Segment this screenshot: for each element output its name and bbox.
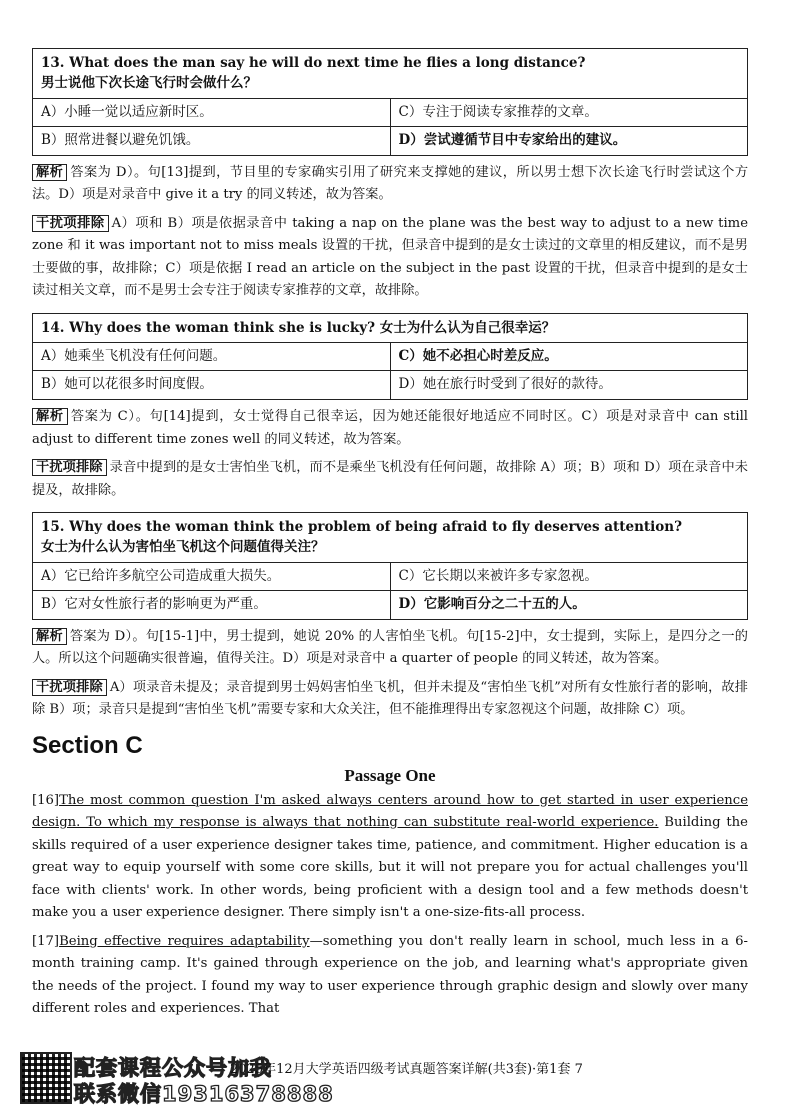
- analysis-15: [32, 626, 748, 671]
- question-13-header: [33, 49, 748, 99]
- question-13-en: 13. What does the man say he will do next time he flies a long distance?: [41, 55, 586, 71]
- passage-title: Passage One: [344, 765, 436, 785]
- option-13-b: B）照常进餐以避免饥饿。: [33, 127, 391, 156]
- watermark-line-2: 联系微信19316378888: [74, 1082, 334, 1106]
- passage-paragraph-2: [32, 931, 748, 1021]
- sentence-marker-16: [16]: [32, 792, 60, 808]
- option-15-c: C）它长期以来被许多专家忽视。: [390, 562, 748, 591]
- distractor-15: [32, 677, 748, 722]
- distractor-tag: 干扰项排除: [32, 679, 107, 696]
- distractor-14-text: 录音中提到的是女士害怕坐飞机，而不是乘坐飞机没有任何问题，故排除 A）项；B）项和 D）项在录音中未提及，故排除。: [32, 460, 748, 498]
- distractor-14: [32, 457, 748, 502]
- analysis-15-text: 答案为 D）。句[15-1]中，男士提到，她说 20% 的人害怕坐飞机。句[15-2]中，女士提到，实际上，是四分之一的人。所以这个问题确实很普遍，值得关注。D）项是对录音中 a quarter of people 的同义转述，故为答案。: [32, 628, 748, 667]
- analysis-tag: 解析: [32, 164, 67, 181]
- underlined-sentence-17: Being effective requires adaptability: [59, 933, 310, 949]
- paragraph-2-rest: —something you don't really learn in school, much less in a 6-month training camp. It's gained through experience on the job, and learning what's appropriate given the needs of the project. I found my way to user experience through graphic design and slowly over many different roles and experiences. That: [32, 933, 748, 1017]
- analysis-tag: 解析: [32, 628, 67, 645]
- option-14-b: B）她可以花很多时间度假。: [33, 371, 391, 400]
- option-13-a: A）小睡一觉以适应新时区。: [33, 98, 391, 127]
- option-15-b: B）它对女性旅行者的影响更为严重。: [33, 591, 391, 620]
- section-title: Section C: [32, 731, 143, 759]
- distractor-13: [32, 213, 748, 303]
- option-14-d: D）她在旅行时受到了很好的款待。: [390, 371, 748, 400]
- question-13-table: [32, 48, 748, 156]
- option-13-d: D）尝试遵循节目中专家给出的建议。: [390, 127, 748, 156]
- distractor-tag: 干扰项排除: [32, 215, 109, 232]
- page-info: 2025年12月大学英语四级考试真题答案详解(共3套)·第1套 7: [230, 1062, 583, 1077]
- option-13-c: C）专注于阅读专家推荐的文章。: [390, 98, 748, 127]
- paragraph-1-rest: Building the skills required of a user experience designer takes time, patience, and commitment. Higher education is a great way to equip yourself with some core skills, but it will not prepare you for actual challenges you'll face with clients' work. In other words, being proficient with a design tool and a few methods doesn't make you a user experience designer. There simply isn't a one-size-fits-all process.: [32, 815, 748, 921]
- analysis-14-text: 答案为 C）。句[14]提到，女士觉得自己很幸运，因为她还能很好地适应不同时区。C）项是对录音中 can still adjust to different time zones well 的同义转述，故为答案。: [32, 409, 749, 447]
- question-15-en: 15. Why does the woman think the problem of being afraid to fly deserves attention?: [41, 519, 683, 535]
- question-14-table: [32, 313, 748, 400]
- question-14-text: 14. Why does the woman think she is lucky? 女士为什么认为自己很幸运？: [41, 319, 556, 336]
- question-14-header: [33, 313, 748, 342]
- qr-code-icon: [20, 1052, 72, 1104]
- question-15-table: [32, 512, 748, 620]
- page-footer: [20, 1052, 780, 1104]
- option-14-a: A）她乘坐飞机没有任何问题。: [33, 342, 391, 371]
- option-15-a: A）它已给许多航空公司造成重大损失。: [33, 562, 391, 591]
- analysis-13-text: 答案为 D）。句[13]提到，节目里的专家确实引用了研究来支撑她的建议，所以男士想下次长途飞行时尝试这个方法。D）项是对录音中 give it a try 的同义转述，故为答案。: [32, 164, 749, 203]
- distractor-tag: 干扰项排除: [32, 459, 107, 476]
- passage-paragraph-1: [32, 790, 748, 925]
- question-15-zh: 女士为什么认为害怕坐飞机这个问题值得关注？: [41, 539, 325, 556]
- underlined-sentence-16: The most common question I'm asked always centers around how to get started in user experience design. To which my response is always that nothing can substitute real-world experience.: [32, 792, 748, 831]
- analysis-13: [32, 162, 748, 207]
- analysis-tag: 解析: [32, 408, 68, 425]
- option-14-c: C）她不必担心时差反应。: [390, 342, 748, 371]
- distractor-15-text: A）项录音未提及；录音提到男士妈妈害怕坐飞机，但并未提及“害怕坐飞机”对所有女性旅行者的影响，故排除 B）项；录音只是提到“害怕坐飞机”需要专家和大众关注，但不能推理得出专家忽视这个问题，故排除 C）项。: [32, 679, 748, 718]
- analysis-14: [32, 406, 748, 451]
- watermark-line-1: 配套课程公众号加我: [74, 1056, 272, 1080]
- sentence-marker-17: [17]: [32, 933, 60, 949]
- option-15-d: D）它影响百分之二十五的人。: [390, 591, 748, 620]
- document-page: [32, 48, 748, 1021]
- question-13-zh: 男士说他下次长途飞行时会做什么？: [41, 75, 257, 92]
- question-15-header: [33, 513, 748, 563]
- distractor-13-text: A）项和 B）项是依据录音中 taking a nap on the plane was the best way to adjust to a new time zone 和 it was important not to miss meals 设置的干扰，但录音中提到的是女士读过的文章里的相反建议，而不是男士要做的事，故排除；C）项是依据 I read an article on the subject in the past 设置的干扰，但录音中提到的是女士读过相关文章，而不是男士会专注于阅读专家推荐的文章，故排除。: [32, 215, 748, 299]
